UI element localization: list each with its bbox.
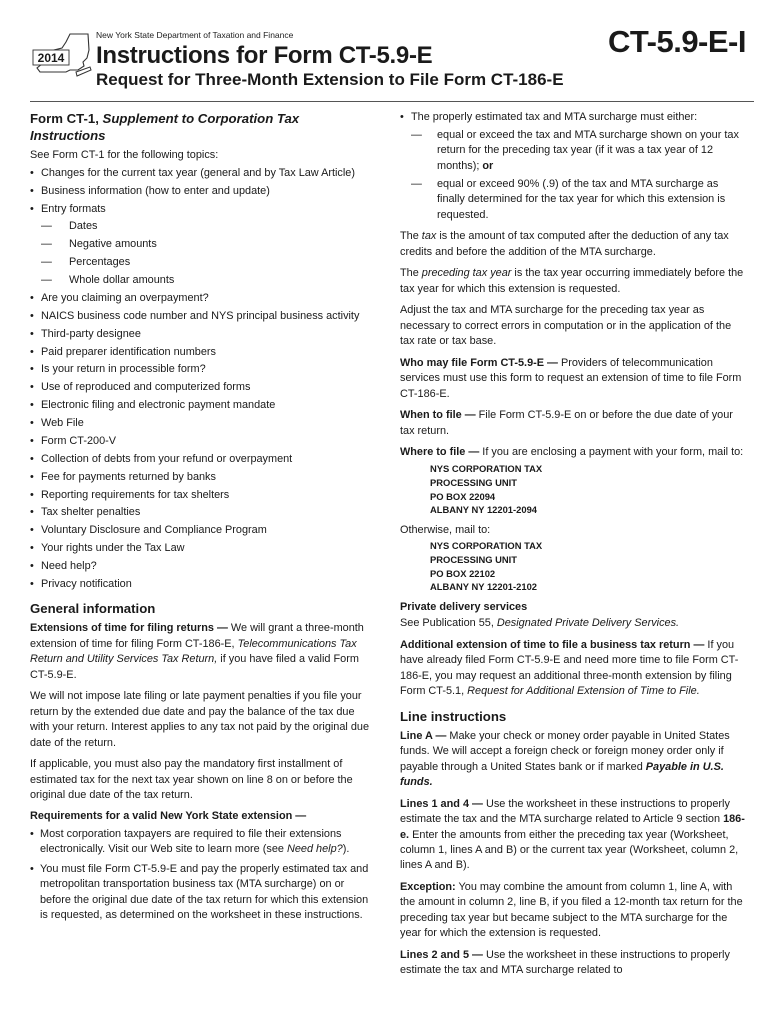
list-item: — Negative amounts xyxy=(41,237,372,252)
supplement-heading: Form CT-1, Supplement to Corporation Tax Instructions xyxy=(30,111,300,144)
list-item: • The properly estimated tax and MTA surcharge must either: xyxy=(400,110,746,125)
header-divider xyxy=(30,101,754,102)
penalty-paragraph: We will not impose late filing or late payment penalties if you file your return by the extended due date and pay the balance of the tax due with your return. Interest applies to any tax not paid by the original due date of the return. xyxy=(30,690,370,749)
list-item: • Are you claiming an overpayment? xyxy=(30,291,372,306)
see-topics-text: See Form CT-1 for the following topics: xyxy=(30,149,219,162)
list-item: • Is your return in processible form? xyxy=(30,362,372,377)
list-item: • Paid preparer identification numbers xyxy=(30,345,372,360)
list-item: • Use of reproduced and computerized forms xyxy=(30,380,372,395)
line-instructions-heading: Line instructions xyxy=(400,708,507,724)
list-item: • Third-party designee xyxy=(30,327,372,342)
line-a: Line A — Make your check or money order payable in United States funds. We will accept a foreign check or foreign money order only if payable through a United States bank or if marked Payable in U.S. funds. xyxy=(400,729,730,789)
extensions-paragraph: Extensions of time for filing returns — We will grant a three-month extension of time for filing Form CT-186-E, Telecommunications Tax Return and Utility Services Tax Return, if you have filed a valid Form CT-5.9-E. xyxy=(30,622,364,681)
non-payment-address: NYS CORPORATION TAX PROCESSING UNIT PO BOX 22102 ALBANY NY 12201-2102 xyxy=(430,540,543,593)
lines-1-and-4: Lines 1 and 4 — Use the worksheet in these instructions to properly estimate the tax and the MTA surcharge related to Article 9 section 186-e. Enter the amounts from either the preceding tax year (Worksheet, column 1, lines A and B) or the current tax year (Worksheet, column 2, lines A and B). xyxy=(400,797,745,872)
where-to-file: Where to file — If you are enclosing a payment with your form, mail to: xyxy=(400,445,744,458)
agency-name: New York State Department of Taxation and Finance xyxy=(96,30,294,40)
list-item: • Entry formats xyxy=(30,202,372,217)
private-delivery-heading: Private delivery services xyxy=(400,600,528,613)
topics-list-b xyxy=(30,291,372,592)
list-item: • NAICS business code number and NYS principal business activity xyxy=(30,309,372,324)
entry-formats-list xyxy=(30,219,372,288)
list-item: • You must file Form CT-5.9-E and pay the properly estimated tax and metropolitan transportation business tax (MTA surcharge) on or before the original due date of the tax return for which this extension is requested, as determined on the worksheet in these instructions. xyxy=(30,862,372,924)
estimate-conditions xyxy=(400,128,746,223)
general-information-heading: General information xyxy=(30,601,156,617)
list-item: • Most corporation taxpayers are required to file their extensions electronically. Visit our Web site to learn more (see Need help?). xyxy=(30,827,372,858)
list-item: • Fee for payments returned by banks xyxy=(30,470,372,485)
when-to-file: When to file — File Form CT-5.9-E on or before the due date of your tax return. xyxy=(400,409,733,437)
list-item: — equal or exceed 90% (.9) of the tax and MTA surcharge as finally determined for the tax year for which this extension is requested. xyxy=(411,177,746,223)
list-item: • Privacy notification xyxy=(30,577,372,592)
list-item: • Form CT-200-V xyxy=(30,434,372,449)
right-column xyxy=(400,110,746,985)
list-item: • Business information (how to enter and update) xyxy=(30,184,372,199)
list-item: • Voluntary Disclosure and Compliance Program xyxy=(30,523,372,538)
requirements-list xyxy=(30,827,372,924)
list-item: • Reporting requirements for tax shelters xyxy=(30,488,372,503)
adjust-paragraph: Adjust the tax and MTA surcharge for the preceding tax year as necessary to correct errors in computation or in the application of the tax rate or tax base. xyxy=(400,304,732,348)
page-title: Instructions for Form CT-5.9-E xyxy=(96,42,433,69)
page-subtitle: Request for Three-Month Extension to File Form CT-186-E xyxy=(96,70,564,89)
requirements-heading: Requirements for a valid New York State extension — xyxy=(30,810,307,823)
form-id: CT-5.9-E-I xyxy=(608,24,746,59)
list-item: • Electronic filing and electronic payment mandate xyxy=(30,398,372,413)
list-item: • Tax shelter penalties xyxy=(30,505,372,520)
list-item: — Dates xyxy=(41,219,372,234)
list-item: • Need help? xyxy=(30,559,372,574)
tax-definition: The tax is the amount of tax computed after the deduction of any tax credits and before the addition of the MTA surcharge. xyxy=(400,230,729,258)
topics-list-a xyxy=(30,166,372,217)
preceding-year-definition: The preceding tax year is the tax year occurring immediately before the tax year for which this extension is requested. xyxy=(400,267,744,295)
list-item: • Your rights under the Tax Law xyxy=(30,541,372,556)
who-may-file: Who may file Form CT-5.9-E — Providers of telecommunication services must use this form to request an extension of time to file Form CT-186-E. xyxy=(400,356,742,400)
list-item: • Collection of debts from your refund or overpayment xyxy=(30,452,372,467)
private-delivery-text: See Publication 55, Designated Private Delivery Services. xyxy=(400,617,680,630)
list-item: — equal or exceed the tax and MTA surcharge shown on your tax return for the preceding tax year (if it was a tax year of 12 months); or xyxy=(411,128,746,174)
lines-2-and-5: Lines 2 and 5 — Use the worksheet in these instructions to properly estimate the tax and MTA surcharge related to xyxy=(400,948,730,977)
additional-extension: Additional extension of time to file a business tax return — If you have already filed Form CT-5.9-E and need more time to file Form CT-186-E, you may request an additional three-month extension by filing Form CT-5.1, Request for Additional Extension of Time to File. xyxy=(400,638,739,698)
otherwise-text: Otherwise, mail to: xyxy=(400,523,491,536)
nys-map-logo-icon xyxy=(30,32,92,82)
list-item: • Web File xyxy=(30,416,372,431)
left-column xyxy=(30,110,372,928)
list-item: — Whole dollar amounts xyxy=(41,273,372,288)
form-year: 2014 xyxy=(37,51,65,65)
payment-address: NYS CORPORATION TAX PROCESSING UNIT PO BOX 22094 ALBANY NY 12201-2094 xyxy=(430,463,543,516)
estimate-list xyxy=(400,110,746,125)
list-item: — Percentages xyxy=(41,255,372,270)
installment-paragraph: If applicable, you must also pay the mandatory first installment of estimated tax for the next tax year shown on line 8 on or before the original due date of the tax return. xyxy=(30,758,353,801)
list-item: • Changes for the current tax year (general and by Tax Law Article) xyxy=(30,166,372,181)
exception: Exception: You may combine the amount from column 1, line A, with the amount in column 2, line B, if you filed a 12-month tax return for the preceding tax year but became subject to the MTA surcharge for the year for which the extension is requested. xyxy=(400,880,743,940)
